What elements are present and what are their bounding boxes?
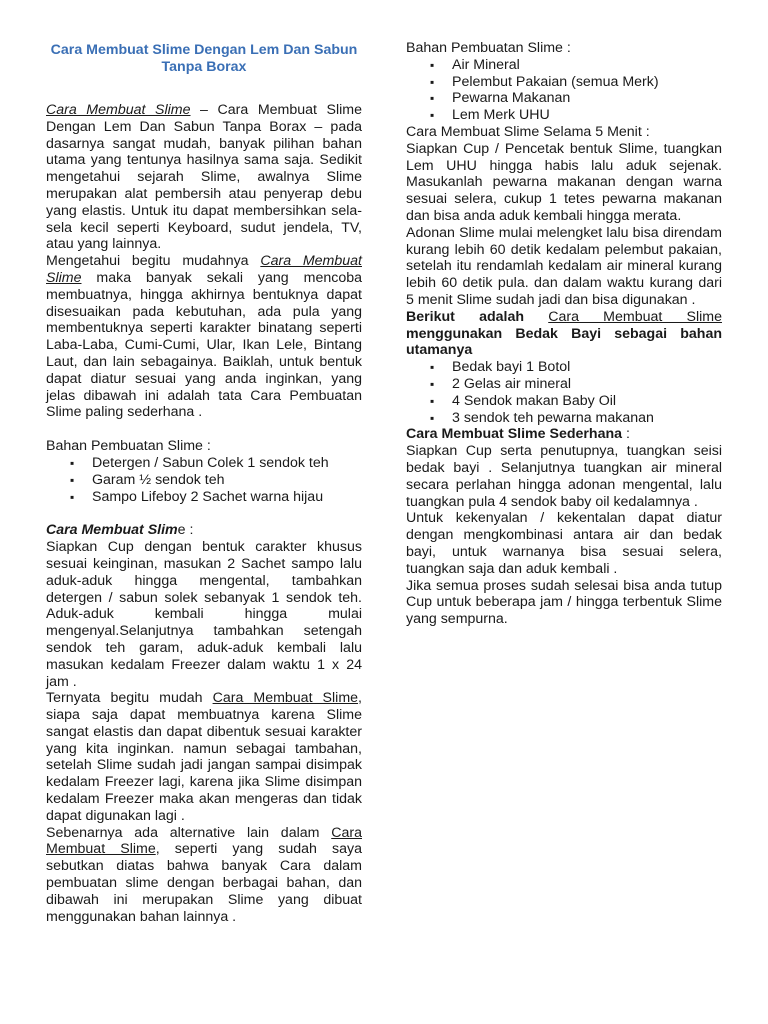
right-paragraph-3: Siapkan Cup serta penutupnya, tuangkan seisi bedak bayi . Selanjutnya tuangkan air mineral secara perlahan hingga adonan mengental, lalu tuangkan pula 4 sendok baby oil kedalamnya .	[406, 443, 722, 510]
cara-heading-left: Cara Membuat Slime :	[46, 522, 194, 539]
paragraph-4: Ternyata begitu mudah Cara Membuat Slime, siapa saja dapat membuatnya karena Slime sangat elastis dan dapat dibentuk sesuai karakter yang kita inginkan. namun sebagai tambahan, setelah Slime sudah jadi jangan sampai disimpak kedalam Freezer lagi, karena jika Slime disimpan kedalam Freezer maka akan mengeras dan tidak dapat digunakan lagi .	[46, 690, 362, 824]
berikut-heading: Berikut adalah Cara Membuat Slime menggunakan Bedak Bayi sebagai bahan utamanya	[406, 308, 722, 359]
cara-5-menit-heading: Cara Membuat Slime Selama 5 Menit :	[406, 123, 650, 140]
list-item: ▪ Air Mineral	[452, 57, 722, 74]
bahan-list-right	[406, 57, 722, 124]
paragraph-2: Mengetahui begitu mudahnya Cara Membuat Slime maka banyak sekali yang mencoba membuatnya, hingga akhirnya bentuknya dapat disesuaikan pada kebutuhan, ada pula yang membentuknya seperti karakter binatang seperti Laba-Laba, Cumi-Cumi, Ular, Ikan Lele, Bintang Laut, dan lain sebagainya. Baiklah, untuk bentuk dapat diatur sesuai yang anda inginkan, yang jelas dibawah ini adalah tata Cara Pembuatan Slime paling sederhana .	[46, 253, 362, 421]
right-column	[406, 40, 722, 628]
bahan-heading-left: Bahan Pembuatan Slime :	[46, 438, 211, 455]
intro-paragraph: Cara Membuat Slime – Cara Membuat Slime Dengan Lem Dan Sabun Tanpa Borax – pada dasarnya sangat mudah, banyak pilihan bahan utama yang tentunya hasilnya sama saja. Sedikit mengetahui sejarah Slime, awalnya Slime merupakan alat pembersih atau penyerap debu yang elastis. Untuk itu dapat membersihkan sela-sela kecil seperti Keyboard, sudut jendela, TV, atau yang lainnya.	[46, 102, 362, 253]
left-column	[46, 40, 362, 925]
bahan-list-bedak	[406, 359, 722, 426]
right-paragraph-4: Untuk kekenyalan / kekentalan dapat diatur dengan mengkombinasi antara air dan bedak bayi, untuk warnanya bisa sesuai selera, tuangkan saja dan aduk kembali .	[406, 510, 722, 577]
list-item: ▪ Bedak bayi 1 Botol	[452, 359, 722, 376]
list-item: ▪ Sampo Lifeboy 2 Sachet warna hijau	[92, 489, 362, 506]
list-item: ▪ Lem Merk UHU	[452, 107, 722, 124]
list-item: ▪ 3 sendok teh pewarna makanan	[452, 410, 722, 427]
bahan-list-left	[46, 455, 362, 505]
list-item: ▪ 4 Sendok makan Baby Oil	[452, 393, 722, 410]
paragraph-4-link[interactable]: Cara Membuat Slime	[212, 690, 359, 707]
intro-link[interactable]: Cara Membuat Slime	[46, 102, 191, 118]
sederhana-heading: Cara Membuat Slime Sederhana :	[406, 426, 630, 443]
paragraph-2-link[interactable]: Cara Membuat Slime	[46, 253, 362, 286]
list-item: ▪ Pelembut Pakaian (semua Merk)	[452, 74, 722, 91]
right-paragraph-1: Siapkan Cup / Pencetak bentuk Slime, tuangkan Lem UHU hingga habis lalu aduk sejenak. Masukanlah pewarna makanan dengan warna sesuai selera, cukup 1 tetes pewarna makanan dan bisa anda aduk kembali hingga merata.	[406, 140, 722, 224]
list-item: ▪ Detergen / Sabun Colek 1 sendok teh	[92, 455, 362, 472]
berikut-link[interactable]: Cara Membuat Slime	[548, 308, 722, 325]
paragraph-3: Siapkan Cup dengan bentuk carakter khusus sesuai keinginan, masukan 2 Sachet sampo lalu aduk-aduk hingga mengental, tambahkan detergen / sabun solek sebanyak 1 sendok teh. Aduk-aduk kembali hingga mulai mengenyal.Selanjutnya tambahkan setengah sendok teh garam, aduk-aduk kembali lalu masukan kedalam Freezer dalam waktu 1 x 24 jam .	[46, 539, 362, 690]
paragraph-5: Sebenarnya ada alternative lain dalam Cara Membuat Slime, seperti yang sudah saya sebutkan diatas bahwa banyak Cara dalam pembuatan slime dengan berbagai bahan, dan dibawah ini merupakan Slime yang dibuat menggunakan bahan lainnya .	[46, 824, 362, 925]
bahan-heading-right: Bahan Pembuatan Slime :	[406, 40, 571, 56]
article-title: Cara Membuat Slime Dengan Lem Dan Sabun Tanpa Borax	[50, 42, 358, 75]
paragraph-5-link[interactable]: Cara Membuat Slime	[46, 824, 362, 858]
right-paragraph-5: Jika semua proses sudah selesai bisa anda tutup Cup untuk beberapa jam / hingga terbentuk Slime yang sempurna.	[406, 577, 722, 628]
list-item: ▪ 2 Gelas air mineral	[452, 376, 722, 393]
right-paragraph-2: Adonan Slime mulai melengket lalu bisa direndam kurang lebih 60 detik kedalam pelembut pakaian, setelah itu rendamlah kedalam air mineral kurang lebih 60 detik pula. dan dalam waktu kurang dari 5 menit Slime sudah jadi dan bisa digunakan .	[406, 224, 722, 308]
list-item: ▪ Garam ½ sendok teh	[92, 472, 362, 489]
list-item: ▪ Pewarna Makanan	[452, 90, 722, 107]
